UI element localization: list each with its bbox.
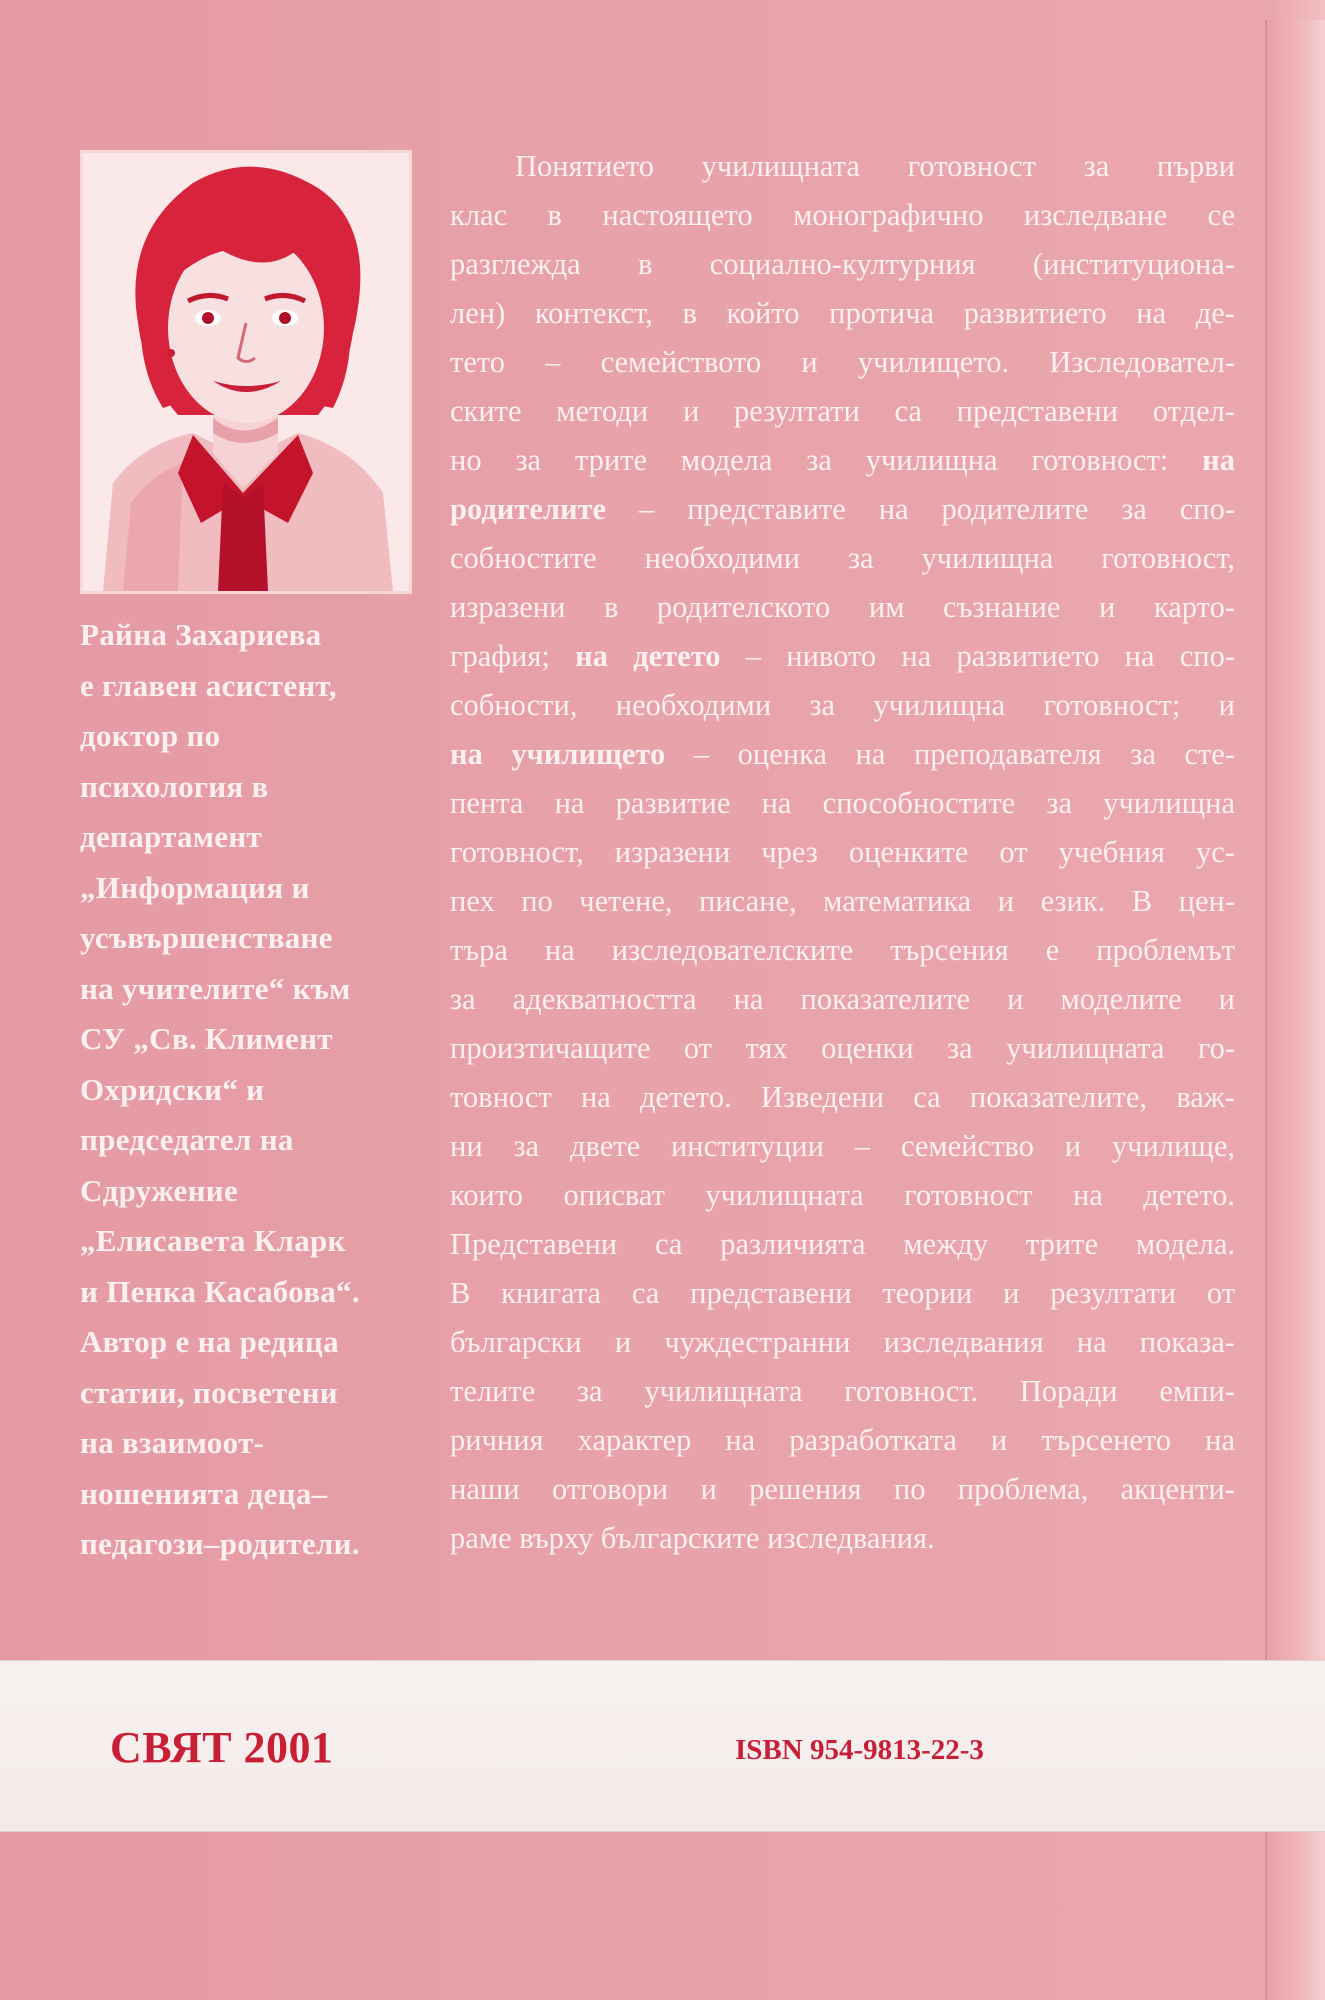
- author-bio-line: „Елисавета Кларк: [80, 1223, 346, 1258]
- description-line: [450, 142, 1235, 191]
- description-text: – представите на родителите за спо-: [606, 492, 1235, 526]
- description-line: [450, 1465, 1235, 1514]
- description-bold: на училището: [450, 737, 666, 771]
- description-line: [450, 975, 1235, 1024]
- description-line: [450, 1171, 1235, 1220]
- description-text: В книгата са представени теории и резултати от: [450, 1276, 1235, 1310]
- description-line: [450, 240, 1235, 289]
- description-text: готовност, изразени чрез оценките от учебния ус-: [450, 835, 1235, 869]
- description-bold: родителите: [450, 492, 607, 526]
- description-text: Понятието училищната готовност за първи: [515, 149, 1235, 183]
- description-line: [450, 289, 1235, 338]
- description-text: български и чуждестранни изследвания на показа-: [450, 1325, 1235, 1359]
- author-bio-line: е главен асистент,: [80, 667, 337, 703]
- author-bio-line: председател на: [80, 1122, 294, 1157]
- description-line: [450, 1367, 1235, 1416]
- description-text: наши отговори и решения по проблема, акценти-: [450, 1472, 1235, 1506]
- description-text: произтичащите от тях оценки за училищната го-: [450, 1031, 1235, 1065]
- description-text: – оценка на преподавателя за сте-: [665, 737, 1235, 771]
- description-line: [450, 877, 1235, 926]
- description-text: клас в настоящето монографично изследване се: [450, 198, 1235, 232]
- description-line: [450, 338, 1235, 387]
- author-bio-line: Охридски“ и: [80, 1071, 265, 1107]
- description-text: които описват училищната готовност на детето.: [450, 1178, 1235, 1212]
- description-line: [450, 436, 1235, 485]
- publisher-year: СВЯТ 2001: [110, 1723, 334, 1772]
- description-text: Представени са различията между трите модела.: [450, 1227, 1235, 1261]
- author-photo: [80, 150, 412, 594]
- description-text: ричния характер на разработката и търсенето на: [450, 1423, 1235, 1457]
- description-text: лен) контекст, в който протича развитието на де-: [450, 296, 1235, 330]
- description-text: собности, необходими за училищна готовност; и: [450, 688, 1235, 722]
- author-bio-line: усъвършенстване: [80, 920, 333, 955]
- description-line: [450, 1024, 1235, 1073]
- description-text: тето – семейството и училището. Изследовател-: [450, 345, 1235, 379]
- description-text: за адекватността на показателите и моделите и: [450, 982, 1235, 1016]
- description-line: [450, 1073, 1235, 1122]
- author-bio-line: „Информация и: [80, 869, 310, 905]
- description-text: ни за двете институции – семейство и училище,: [450, 1129, 1235, 1163]
- description-text: собностите необходими за училищна готовност,: [450, 541, 1235, 575]
- description-line: [450, 1514, 1235, 1563]
- description-text: раме върху българските изследвания.: [450, 1521, 935, 1555]
- author-bio-line: департамент: [80, 819, 263, 854]
- author-bio: [80, 610, 420, 1570]
- description-line: [450, 387, 1235, 436]
- description-line: [450, 730, 1235, 779]
- description-line: [450, 1122, 1235, 1171]
- description-line: [450, 1416, 1235, 1465]
- author-bio-line: СУ „Св. Климент: [80, 1021, 333, 1056]
- author-bio-line: на учителите“ към: [80, 970, 351, 1006]
- description-line: [450, 632, 1235, 681]
- description-text: търа на изследователските търсения е проблемът: [450, 933, 1235, 967]
- description-line: [450, 828, 1235, 877]
- description-text: товност на детето. Изведени са показателите, важ-: [450, 1080, 1235, 1114]
- author-bio-line: Райна Захариева: [80, 617, 322, 652]
- description-line: [450, 534, 1235, 583]
- description-line: [450, 583, 1235, 632]
- description-text: но за трите модела за училищна готовност:: [450, 443, 1203, 477]
- description-text: телите за училищната готовност. Поради емпи-: [450, 1374, 1235, 1408]
- author-portrait-illustration: [83, 153, 409, 591]
- description-line: [450, 926, 1235, 975]
- description-text: пех по четене, писане, математика и език. В цен-: [450, 884, 1235, 918]
- description-text: пента на развитие на способностите за училищна: [450, 786, 1235, 820]
- description-line: [450, 779, 1235, 828]
- description-text: ските методи и резултати са представени отдел-: [450, 394, 1235, 428]
- description-line: [450, 485, 1235, 534]
- author-bio-line: ношенията деца–: [80, 1475, 328, 1511]
- author-bio-line: на взаимоот-: [80, 1425, 265, 1460]
- description-bold: на: [1202, 443, 1235, 477]
- book-description: [450, 142, 1235, 1563]
- author-bio-line: Сдружение: [80, 1172, 239, 1208]
- description-text: разглежда в социално-културния (институциона-: [450, 247, 1235, 281]
- description-text: изразени в родителското им съзнание и карто-: [450, 590, 1235, 624]
- author-bio-line: и Пенка Касабова“.: [80, 1273, 360, 1309]
- description-line: [450, 1220, 1235, 1269]
- description-line: [450, 681, 1235, 730]
- author-bio-line: педагози–родители.: [80, 1526, 360, 1561]
- description-bold: на детето: [575, 639, 721, 673]
- description-text: графия;: [450, 639, 576, 673]
- author-bio-line: психология в: [80, 768, 269, 804]
- description-line: [450, 1318, 1235, 1367]
- author-bio-line: доктор по: [80, 718, 221, 753]
- author-bio-line: Автор е на редица: [80, 1324, 339, 1359]
- description-line: [450, 191, 1235, 240]
- isbn: ISBN 954-9813-22-3: [735, 1734, 984, 1766]
- description-text: – нивото на развитието на спо-: [720, 639, 1236, 673]
- description-line: [450, 1269, 1235, 1318]
- author-bio-line: статии, посветени: [80, 1374, 338, 1410]
